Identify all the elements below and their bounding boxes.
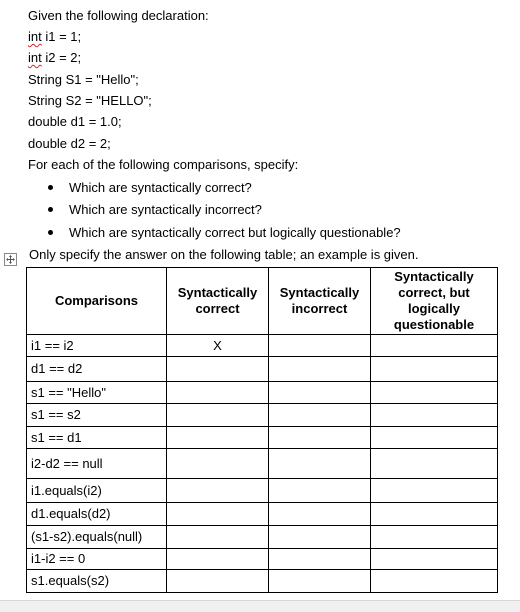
correct-cell[interactable] <box>167 404 269 427</box>
declaration-line: int i2 = 2; <box>28 50 82 65</box>
bullet-item: Which are syntactically incorrect? <box>48 202 262 218</box>
declaration-line: String S2 = "HELLO"; <box>28 93 152 108</box>
correct-cell[interactable]: X <box>167 335 269 357</box>
correct-cell[interactable] <box>167 427 269 449</box>
header-comparisons: Comparisons <box>27 268 167 335</box>
bullet-icon <box>48 230 53 235</box>
bullet-icon <box>48 185 53 190</box>
prompt-text: For each of the following comparisons, specify: <box>28 157 299 172</box>
incorrect-cell[interactable] <box>269 404 371 427</box>
declaration-line: double d1 = 1.0; <box>28 114 122 129</box>
comparison-cell[interactable]: i2-d2 == null <box>27 449 167 479</box>
table-row <box>27 357 498 382</box>
comparison-cell[interactable]: d1.equals(d2) <box>27 503 167 526</box>
table-row <box>27 427 498 449</box>
table-header-row <box>27 268 498 335</box>
table-row <box>27 526 498 549</box>
correct-cell[interactable] <box>167 503 269 526</box>
header-syntactically-correct: Syntactically correct <box>167 268 269 335</box>
table-row <box>27 449 498 479</box>
incorrect-cell[interactable] <box>269 357 371 382</box>
comparison-cell[interactable]: s1 == d1 <box>27 427 167 449</box>
comparison-cell[interactable]: d1 == d2 <box>27 357 167 382</box>
comparison-cell[interactable]: i1.equals(i2) <box>27 479 167 503</box>
table-row <box>27 503 498 526</box>
table-move-handle-icon[interactable] <box>4 253 17 266</box>
correct-cell[interactable] <box>167 570 269 593</box>
spellcheck-word: int <box>28 29 42 44</box>
declaration-line: double d2 = 2; <box>28 136 111 151</box>
questionable-cell[interactable] <box>371 427 498 449</box>
header-syntactically-incorrect: Syntactically incorrect <box>269 268 371 335</box>
comparison-cell[interactable]: s1 == "Hello" <box>27 382 167 404</box>
window-bottom-edge <box>0 600 520 612</box>
questionable-cell[interactable] <box>371 526 498 549</box>
incorrect-cell[interactable] <box>269 479 371 503</box>
comparison-cell[interactable]: s1 == s2 <box>27 404 167 427</box>
incorrect-cell[interactable] <box>269 570 371 593</box>
table-row <box>27 570 498 593</box>
incorrect-cell[interactable] <box>269 427 371 449</box>
table-row <box>27 404 498 427</box>
correct-cell[interactable] <box>167 479 269 503</box>
questionable-cell[interactable] <box>371 449 498 479</box>
comparison-cell[interactable]: s1.equals(s2) <box>27 570 167 593</box>
incorrect-cell[interactable] <box>269 449 371 479</box>
correct-cell[interactable] <box>167 526 269 549</box>
intro-text: Given the following declaration: <box>28 8 209 23</box>
correct-cell[interactable] <box>167 357 269 382</box>
comparison-cell[interactable]: i1-i2 == 0 <box>27 549 167 570</box>
incorrect-cell[interactable] <box>269 503 371 526</box>
correct-cell[interactable] <box>167 382 269 404</box>
table-row <box>27 382 498 404</box>
questionable-cell[interactable] <box>371 570 498 593</box>
correct-cell[interactable] <box>167 449 269 479</box>
incorrect-cell[interactable] <box>269 382 371 404</box>
spellcheck-word: int <box>28 50 42 65</box>
header-logically-questionable: Syntactically correct, but logically questionable <box>371 268 498 335</box>
table-row <box>27 335 498 357</box>
bullet-item: Which are syntactically correct? <box>48 180 252 196</box>
instruction-text: Only specify the answer on the following table; an example is given. <box>29 247 419 262</box>
questionable-cell[interactable] <box>371 549 498 570</box>
incorrect-cell[interactable] <box>269 549 371 570</box>
questionable-cell[interactable] <box>371 357 498 382</box>
comparison-cell[interactable]: (s1-s2).equals(null) <box>27 526 167 549</box>
bullet-item: Which are syntactically correct but logically questionable? <box>48 225 401 241</box>
correct-cell[interactable] <box>167 549 269 570</box>
incorrect-cell[interactable] <box>269 335 371 357</box>
questionable-cell[interactable] <box>371 503 498 526</box>
questionable-cell[interactable] <box>371 335 498 357</box>
bullet-icon <box>48 207 53 212</box>
declaration-line: String S1 = "Hello"; <box>28 72 139 87</box>
table-row <box>27 549 498 570</box>
incorrect-cell[interactable] <box>269 526 371 549</box>
questionable-cell[interactable] <box>371 404 498 427</box>
declaration-line: int i1 = 1; <box>28 29 82 44</box>
questionable-cell[interactable] <box>371 382 498 404</box>
comparison-table <box>26 267 498 593</box>
questionable-cell[interactable] <box>371 479 498 503</box>
comparison-cell[interactable]: i1 == i2 <box>27 335 167 357</box>
table-row <box>27 479 498 503</box>
